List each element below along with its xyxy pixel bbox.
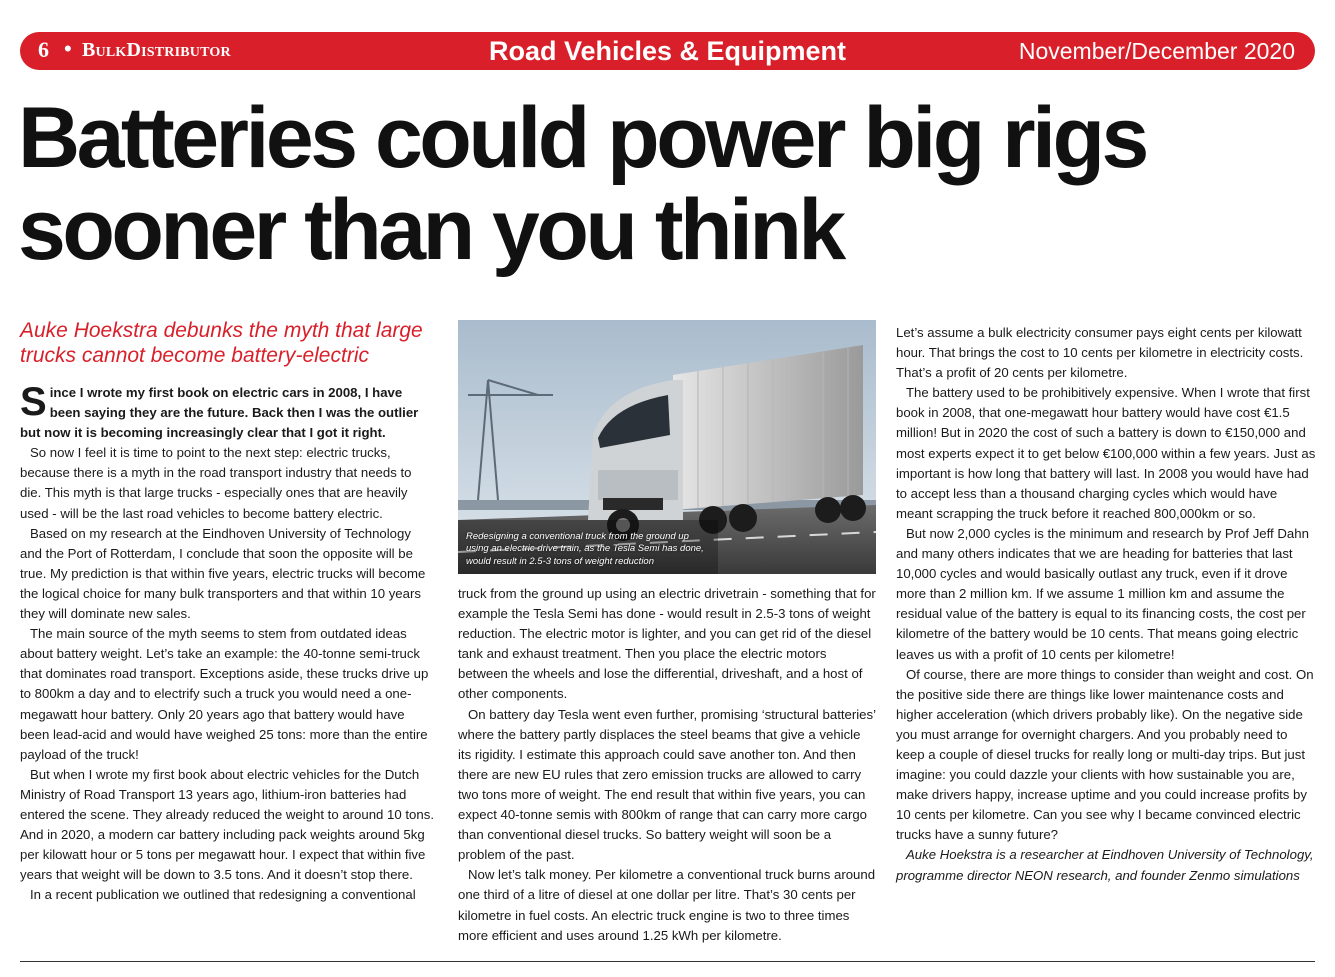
lead-paragraph [20, 380, 434, 443]
issue-date: November/December 2020 [1018, 38, 1295, 64]
body-paragraph: In a recent publication we outlined that redesigning a conventional [30, 887, 416, 903]
body-paragraph: The main source of the myth seems to stem from outdated ideas about battery weight. Let’s take an example: the 40-tonne semi-truck that dominates road transport. Exceptions aside, these trucks drive up to 800km a day and to electrify such a truck you would need a one-megawatt hour battery. Only 20 years ago that battery would have been lead-acid and would have weighed 25 tons: more than the entire payload of the truck! [20, 626, 429, 762]
body-paragraph: Let’s assume a bulk electricity consumer pays eight cents per kilowatt hour. That brings the cost to 10 cents per kilometre in electricity costs. That’s a profit of 20 cents per kilometre. [896, 325, 1304, 381]
lead-text: ince I wrote my first book on electric cars in 2008, I have been saying they are the future. Back then I was the outlier but now it is becoming increasingly clear that I got it right. [20, 385, 419, 441]
headline: Batteries could power big rigs sooner than you think [18, 90, 1146, 278]
body-paragraph: So now I feel it is time to point to the next step: electric trucks, because there is a myth in the road transport industry that needs to die. This myth is that large trucks - especially ones that are heavily used - will be the last road vehicles to become battery electric. [20, 445, 412, 521]
section-title: Road Vehicles & Equipment [488, 36, 847, 66]
footer-rule [20, 961, 1315, 962]
author-bio: Auke Hoekstra is a researcher at Eindhoven University of Technology, programme director NEON research, and founder Zenmo simulations [896, 847, 1314, 883]
body-paragraph: truck from the ground up using an electric drivetrain - something that for example the Tesla Semi has done - would result in 2.5-3 tons of weight reduction. The electric motor is lighter, and you can get rid of the diesel tank and exhaust treatment. Then you place the electric motors between the wheels and lose the differential, driveshaft, and a host of other components. [458, 586, 876, 702]
body-paragraph: But when I wrote my first book about electric vehicles for the Dutch Ministry of Road Transport 13 years ago, lithium-iron batteries had entered the scene. They already reduced the weight to around 10 tons. And in 2020, a modern car battery including pack weights around 5kg per kilowatt hour or 5 tons per megawatt hour. I expect that within five years that weight will be down to 3.5 tons. And it doesn’t stop there. [20, 766, 434, 883]
body-paragraph: But now 2,000 cycles is the minimum and research by Prof Jeff Dahn and many others indicates that we are heading for batteries that last 10,000 cycles and would basically outlast any truck, even if it drove more than 2 million km. If we assume 1 million km and assume the residual value of the battery is equal to its financing costs, the cost per kilometre of the battery would be 10 cents. That means going electric leaves us with a profit of 10 cents per kilometre! [896, 525, 1309, 662]
article-column-1 [20, 380, 434, 905]
body-paragraph: Now let’s talk money. Per kilometre a conventional truck burns around one third of a litre of diesel at one dollar per litre. That’s 30 cents per kilometre in fuel costs. An electric truck engine is two to three times more efficient and uses around 1.25 kWh per kilometre. [458, 867, 876, 943]
standfirst: Auke Hoekstra debunks the myth that large trucks cannot become battery-electric [20, 319, 423, 367]
body-paragraph: Of course, there are more things to consider than weight and cost. On the positive side there are things like lower maintenance costs and higher acceleration (which drivers probably like). On the negative side you must arrange for overnight chargers. And you probably need to keep a couple of diesel trucks for really long or multi-day trips. But just imagine: you could dazzle your clients with how sustainable you are, make drivers happy, increase uptime and you could increase profits by 10 cents per kilometre. Can you see why I became convinced electric trucks have a sunny future? [896, 666, 1314, 843]
page-number: 6 [38, 37, 49, 62]
publication-name: BulkDistributor [82, 39, 231, 61]
photo-caption: Redesigning a conventional truck from the ground up using an electric drive train, as the Tesla Semi has done, would result in 2.5-3 tons of weight reduction [466, 530, 704, 567]
article-column-3 [896, 323, 1316, 886]
body-paragraph: The battery used to be prohibitively expensive. When I wrote that first book in 2008, that one-megawatt hour battery would have cost €1.5 million! But in 2020 the cost of such a battery is down to €150,000 and most experts expect it to get below €100,000 within a few years. Just as important is how long that battery will last. In 2008 you would have had to accept less than a thousand charging cycles which would have meant scrapping the truck before it reached 800,000km or so. [896, 385, 1316, 521]
section-banner [20, 32, 1315, 70]
body-paragraph: On battery day Tesla went even further, promising ‘structural batteries’ where the battery partly displaces the steel beams that give a vehicle its rigidity. I estimate this approach could save another ton. And then there are new EU rules that zero emission trucks are allowed to carry two tons more of weight. The end result that within five years, you can expect 40-tonne semis with 800km of range that can carry more cargo than conventional diesel trucks. So battery weight will soon be a problem of the past. [458, 706, 876, 863]
bullet-icon: • [64, 36, 72, 61]
drop-cap: S [20, 380, 47, 424]
article-column-2 [458, 584, 876, 946]
article-photo [458, 320, 876, 574]
body-paragraph: Based on my research at the Eindhoven University of Technology and the Port of Rotterdam, I conclude that soon the opposite will be true. My prediction is that within five years, electric trucks will become the logical choice for many bulk transporters and that within 10 years they will dominate new sales. [20, 525, 426, 622]
